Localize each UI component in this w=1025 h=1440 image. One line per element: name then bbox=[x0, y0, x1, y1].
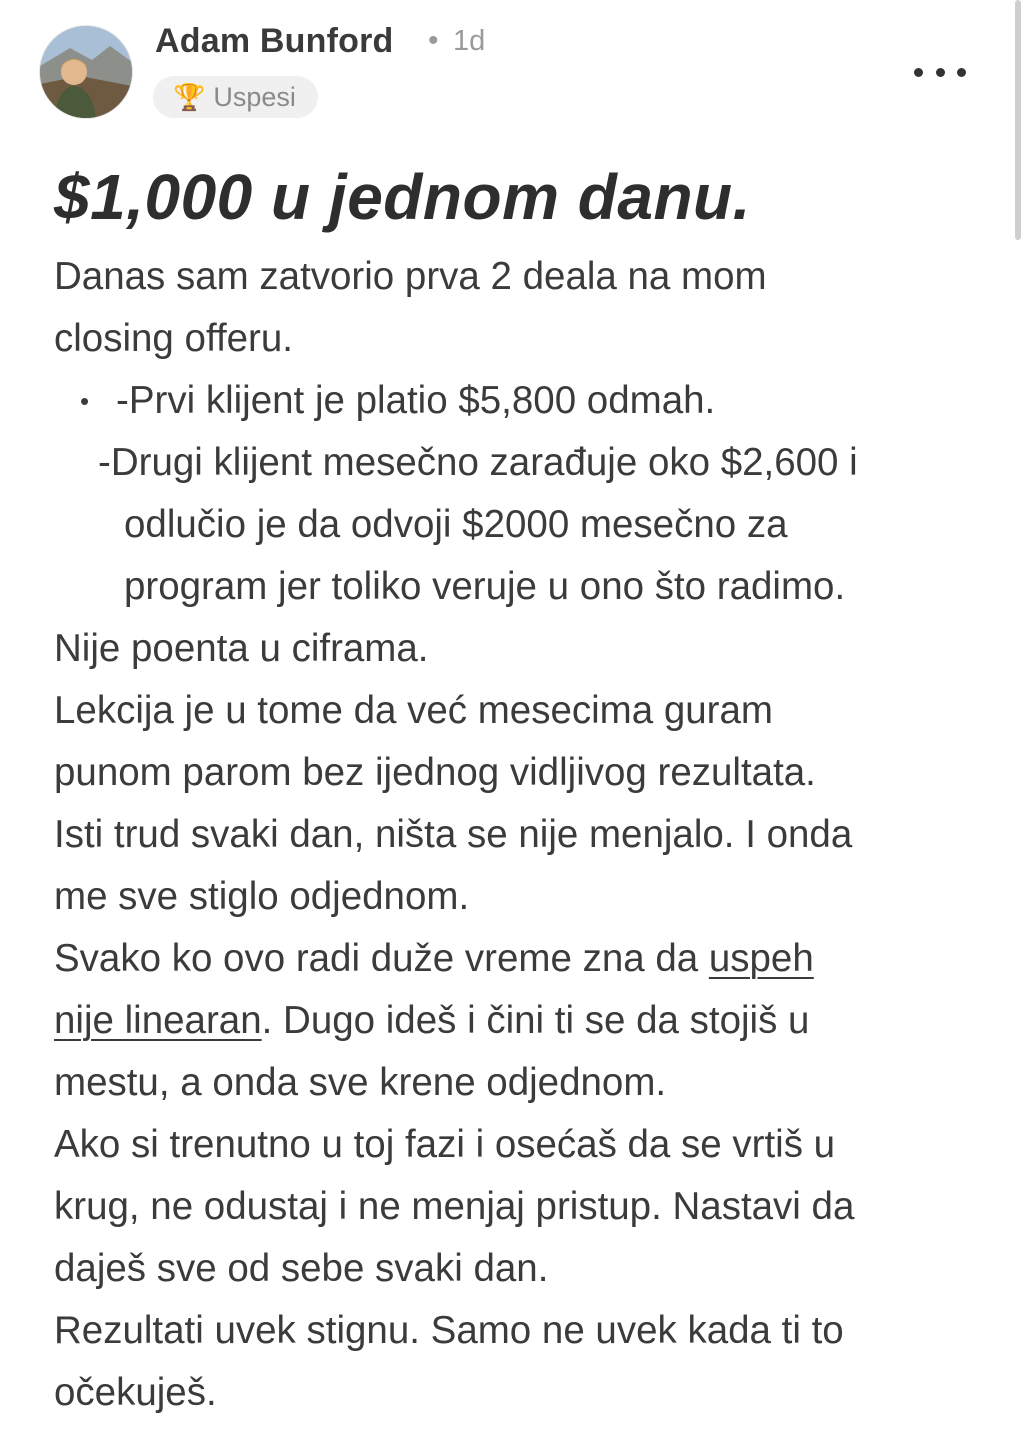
body-text: Svako ko ovo radi duže vreme zna da bbox=[54, 937, 709, 980]
body-line: Nije poenta u ciframa. bbox=[54, 627, 429, 670]
more-options-button[interactable] bbox=[914, 56, 966, 88]
body-line: Danas sam zatvorio prva 2 deala na mom bbox=[54, 255, 767, 298]
body-line bbox=[54, 990, 994, 1052]
list-item bbox=[54, 370, 994, 432]
avatar-photo bbox=[40, 26, 132, 118]
body-line: Rezultati uvek stignu. Samo ne uvek kada ti to bbox=[54, 1309, 844, 1352]
body-line: odlučio je da odvoji $2000 mesečno za bbox=[124, 503, 788, 546]
more-dot-icon bbox=[936, 68, 945, 77]
bullet-list bbox=[54, 370, 994, 432]
scrollbar[interactable] bbox=[1015, 0, 1021, 240]
meta-separator: • bbox=[428, 24, 439, 57]
body-line: daješ sve od sebe svaki dan. bbox=[54, 1247, 549, 1290]
body-line: Lekcija je u tome da već mesecima guram bbox=[54, 689, 773, 732]
more-dot-icon bbox=[914, 68, 923, 77]
post-timestamp: 1d bbox=[453, 25, 486, 57]
body-line: Ako si trenutno u toj fazi i osećaš da se vrtiš u bbox=[54, 1123, 836, 1166]
badge-label: Uspesi bbox=[213, 81, 296, 112]
trophy-icon: 🏆 bbox=[173, 82, 206, 112]
body-line: program jer toliko veruje u ono što radimo. bbox=[124, 565, 846, 608]
body-line: -Drugi klijent mesečno zarađuje oko $2,600 i bbox=[98, 441, 858, 484]
body-line: Isti trud svaki dan, ništa se nije menjalo. I onda bbox=[54, 813, 853, 856]
post-title: $1,000 u jednom danu. bbox=[54, 161, 751, 233]
body-line: mestu, a onda sve krene odjednom. bbox=[54, 1061, 667, 1104]
author-name[interactable]: Adam Bunford bbox=[155, 22, 394, 60]
author-avatar[interactable] bbox=[40, 26, 132, 118]
inline-link[interactable]: nije linearan bbox=[54, 999, 262, 1042]
body-line: krug, ne odustaj i ne menjaj pristup. Nastavi da bbox=[54, 1185, 855, 1228]
body-line: punom parom bez ijednog vidljivog rezultata. bbox=[54, 751, 816, 794]
body-line bbox=[54, 928, 994, 990]
more-dot-icon bbox=[957, 68, 966, 77]
body-text: . Dugo ideš i čini ti se da stojiš u bbox=[261, 999, 810, 1042]
body-line: closing offeru. bbox=[54, 317, 293, 360]
body-line: me sve stiglo odjednom. bbox=[54, 875, 470, 918]
bullet-marker: • bbox=[80, 386, 90, 416]
inline-link[interactable]: uspeh bbox=[708, 937, 814, 980]
bullet-text: -Prvi klijent je platio $5,800 odmah. bbox=[116, 379, 716, 422]
category-badge[interactable] bbox=[153, 76, 318, 118]
body-line: očekuješ. bbox=[54, 1371, 217, 1414]
post-body bbox=[54, 246, 994, 1424]
